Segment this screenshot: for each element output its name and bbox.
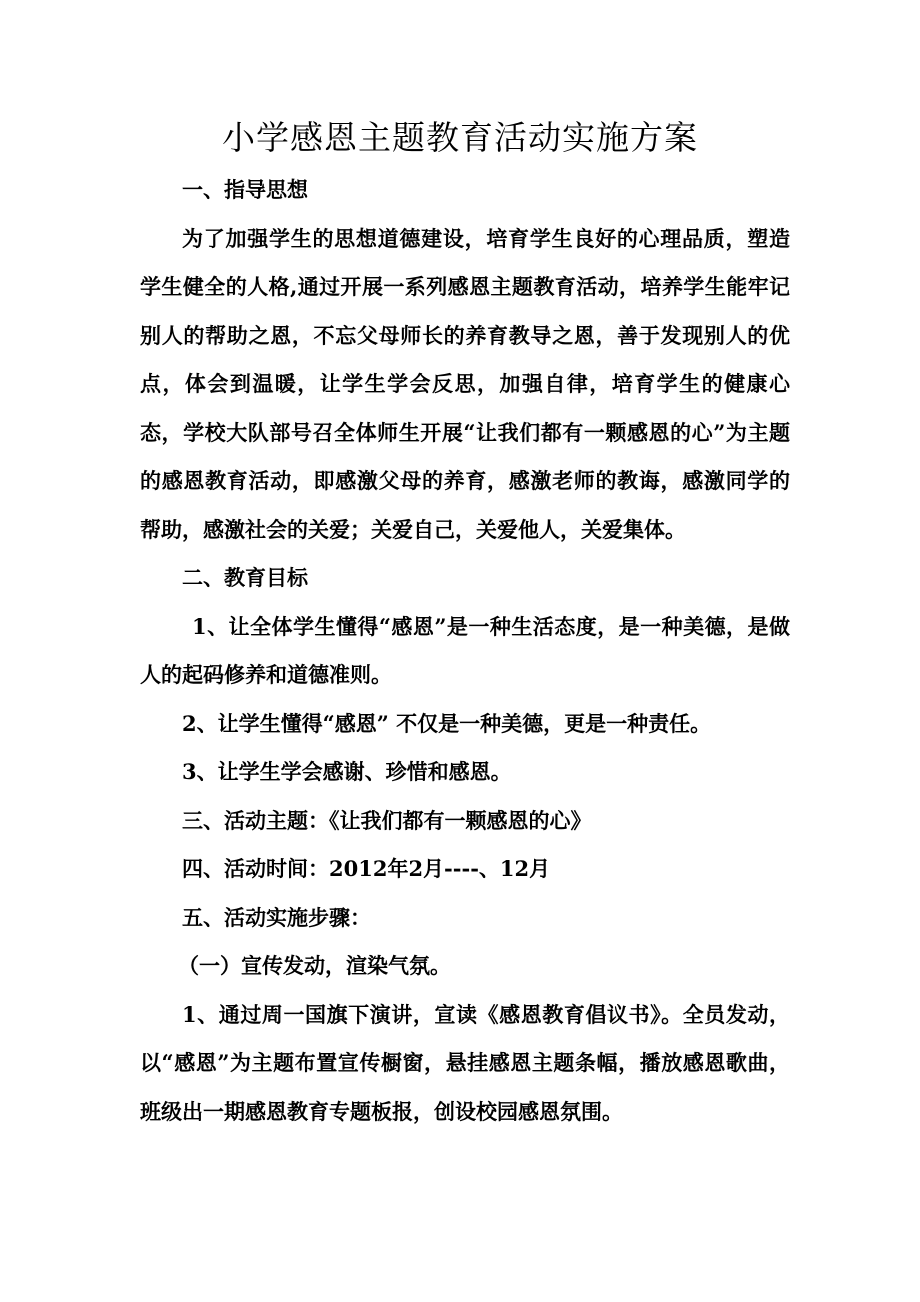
section-heading-activity-time: 四、活动时间：2012年2月----、12月 <box>182 856 551 881</box>
section-heading-implementation-steps: 五、活动实施步骤： <box>182 904 371 930</box>
paragraph-guiding-ideology: 为了加强学生的思想道德建设，培育学生良好的心理品质，塑造学生健全的人格,通过开展一系列感恩主题教育活动，培养学生能牢记别人的帮助之恩，不忘父母师长的养育教导之恩，善于发现别人的优点，体会到温暖，让学生学会反思，加强自律，培育学生的健康心态，学校大队部号召全体师生开展“让我们都有一颗感恩的心”为主题的感恩教育活动，即感激父母的养育，感激老师的教诲，感激同学的帮助，感激社会的关爱；关爱自己，关爱他人，关爱集体。 <box>140 225 790 542</box>
goal-item-1: 1、让全体学生懂得“感恩”是一种生活态度，是一种美德，是做人的起码修养和道德准则。 <box>140 613 790 687</box>
section-heading-activity-theme: 三、活动主题：《让我们都有一颗感恩的心》 <box>182 807 592 833</box>
document-body <box>140 166 790 1136</box>
goal-item-3: 3、让学生学会感谢、珍惜和感恩。 <box>182 759 512 784</box>
step-item-1: 1、通过周一国旗下演讲，宣读《感恩教育倡议书》。全员发动，以“感恩”为主题布置宣传橱窗，悬挂感恩主题条幅，播放感恩歌曲，班级出一期感恩教育专题板报，创设校园感恩氛围。 <box>140 1001 790 1124</box>
goal-item-2: 2、让学生懂得“感恩” 不仅是一种美德，更是一种责任。 <box>182 710 712 736</box>
section-heading-guiding-ideology: 一、指导思想 <box>182 177 308 202</box>
subsection-heading-publicity: （一）宣传发动，渲染气氛。 <box>178 953 451 978</box>
document-title: 小学感恩主题教育活动实施方案 <box>222 118 698 157</box>
section-heading-education-goals: 二、教育目标 <box>182 565 308 590</box>
